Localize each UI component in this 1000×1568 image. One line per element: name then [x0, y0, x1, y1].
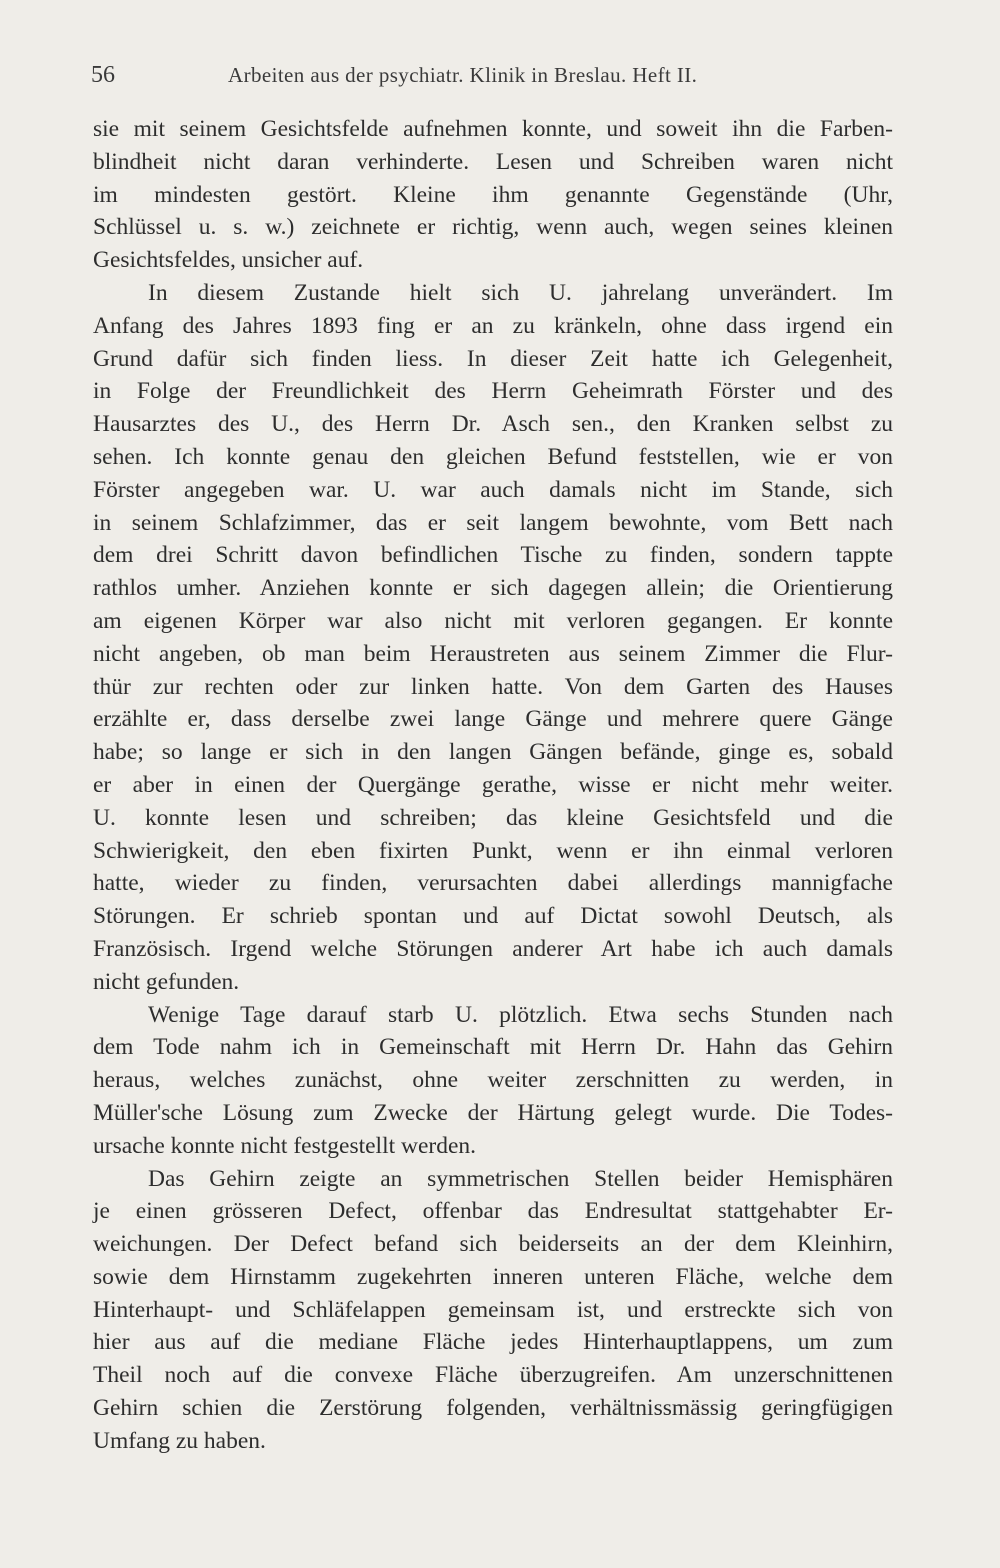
text-line: ursache konnte nicht festgestellt werden. — [93, 1132, 477, 1159]
text-line: Wenige Tage darauf starb U. plötzlich. Etwa sechs Stunden nach — [148, 1001, 893, 1028]
text-line: Schlüssel u. s. w.) zeichnete er richtig, wenn auch, wegen seines kleinen — [93, 214, 893, 241]
text-line: Französisch. Irgend welche Störungen anderer Art habe ich auch damals — [93, 935, 893, 962]
paragraph — [93, 113, 893, 277]
text-line: In diesem Zustande hielt sich U. jahrelang unverändert. Im — [148, 279, 893, 306]
text-line: habe; so lange er sich in den langen Gängen befände, ginge es, sobald — [93, 739, 893, 766]
text-line: sie mit seinem Gesichtsfelde aufnehmen konnte, und soweit ihn die Farben- — [93, 116, 893, 142]
text-line: Gesichtsfeldes, unsicher auf. — [93, 247, 364, 274]
text-line: blindheit nicht daran verhinderte. Lesen und Schreiben waren nicht — [93, 148, 893, 175]
text-line: je einen grösseren Defect, offenbar das Endresultat stattgehabter Er- — [93, 1198, 893, 1225]
body-text — [93, 113, 893, 1458]
text-line: Hinterhaupt- und Schläfelappen gemeinsam ist, und erstreckte sich von — [93, 1296, 893, 1323]
text-line: sowie dem Hirnstamm zugekehrten inneren unteren Fläche, welche dem — [93, 1263, 893, 1290]
text-line: weichungen. Der Defect befand sich beiderseits an der dem Kleinhirn, — [93, 1231, 893, 1258]
text-line: U. konnte lesen und schreiben; das kleine Gesichtsfeld und die — [93, 804, 893, 831]
text-line: erzählte er, dass derselbe zwei lange Gänge und mehrere quere Gänge — [93, 706, 893, 733]
text-line: Förster angegeben war. U. war auch damals nicht im Stande, sich — [93, 476, 893, 503]
text-line: rathlos umher. Anziehen konnte er sich dagegen allein; die Orientierung — [93, 575, 893, 602]
text-line: Das Gehirn zeigte an symmetrischen Stellen beider Hemisphären — [148, 1165, 893, 1192]
text-line: hatte, wieder zu finden, verursachten dabei allerdings mannigfache — [93, 870, 893, 897]
text-line: thür zur rechten oder zur linken hatte. Von dem Garten des Hauses — [93, 673, 893, 700]
text-line: sehen. Ich konnte genau den gleichen Befund feststellen, wie er von — [93, 443, 893, 470]
text-line: nicht gefunden. — [93, 968, 240, 995]
text-line: nicht angeben, ob man beim Heraustreten aus seinem Zimmer die Flur- — [93, 640, 893, 667]
text-line: im mindesten gestört. Kleine ihm genannte Gegenstände (Uhr, — [93, 181, 893, 208]
text-line: Müller'sche Lösung zum Zwecke der Härtung gelegt wurde. Die Todes- — [93, 1099, 893, 1126]
text-line: am eigenen Körper war also nicht mit verloren gegangen. Er konnte — [93, 607, 893, 634]
text-line: in Folge der Freundlichkeit des Herrn Geheimrath Förster und des — [93, 378, 893, 405]
text-line: in seinem Schlafzimmer, das er seit langem bewohnte, vom Bett nach — [93, 509, 893, 536]
text-line: Theil noch auf die convexe Fläche überzugreifen. Am unzerschnittenen — [93, 1362, 893, 1389]
text-line: Anfang des Jahres 1893 fing er an zu kränkeln, ohne dass irgend ein — [93, 312, 893, 339]
paragraph — [93, 1163, 893, 1458]
paragraph — [93, 999, 893, 1163]
text-line: dem Tode nahm ich in Gemeinschaft mit Herrn Dr. Hahn das Gehirn — [93, 1034, 893, 1061]
text-line: Grund dafür sich finden liess. In dieser Zeit hatte ich Gelegenheit, — [93, 345, 893, 372]
text-line: Hausarztes des U., des Herrn Dr. Asch sen., den Kranken selbst zu — [93, 411, 893, 438]
page-number: 56 — [91, 62, 115, 88]
running-head-title: Arbeiten aus der psychiatr. Klinik in Breslau. Heft II. — [228, 63, 698, 87]
text-line: Umfang zu haben. — [93, 1427, 266, 1454]
running-head — [91, 58, 901, 92]
text-line: Gehirn schien die Zerstörung folgenden, verhältnissmässig geringfügigen — [93, 1395, 893, 1422]
text-line: heraus, welches zunächst, ohne weiter zerschnitten zu werden, in — [93, 1067, 893, 1094]
text-line: hier aus auf die mediane Fläche jedes Hinterhauptlappens, um zum — [93, 1329, 893, 1356]
paragraph — [93, 277, 893, 999]
text-line: Störungen. Er schrieb spontan und auf Dictat sowohl Deutsch, als — [93, 903, 893, 930]
text-line: Schwierigkeit, den eben fixirten Punkt, wenn er ihn einmal verloren — [93, 837, 893, 864]
text-line: dem drei Schritt davon befindlichen Tische zu finden, sondern tappte — [93, 542, 893, 569]
text-line: er aber in einen der Quergänge gerathe, wisse er nicht mehr weiter. — [93, 771, 893, 798]
